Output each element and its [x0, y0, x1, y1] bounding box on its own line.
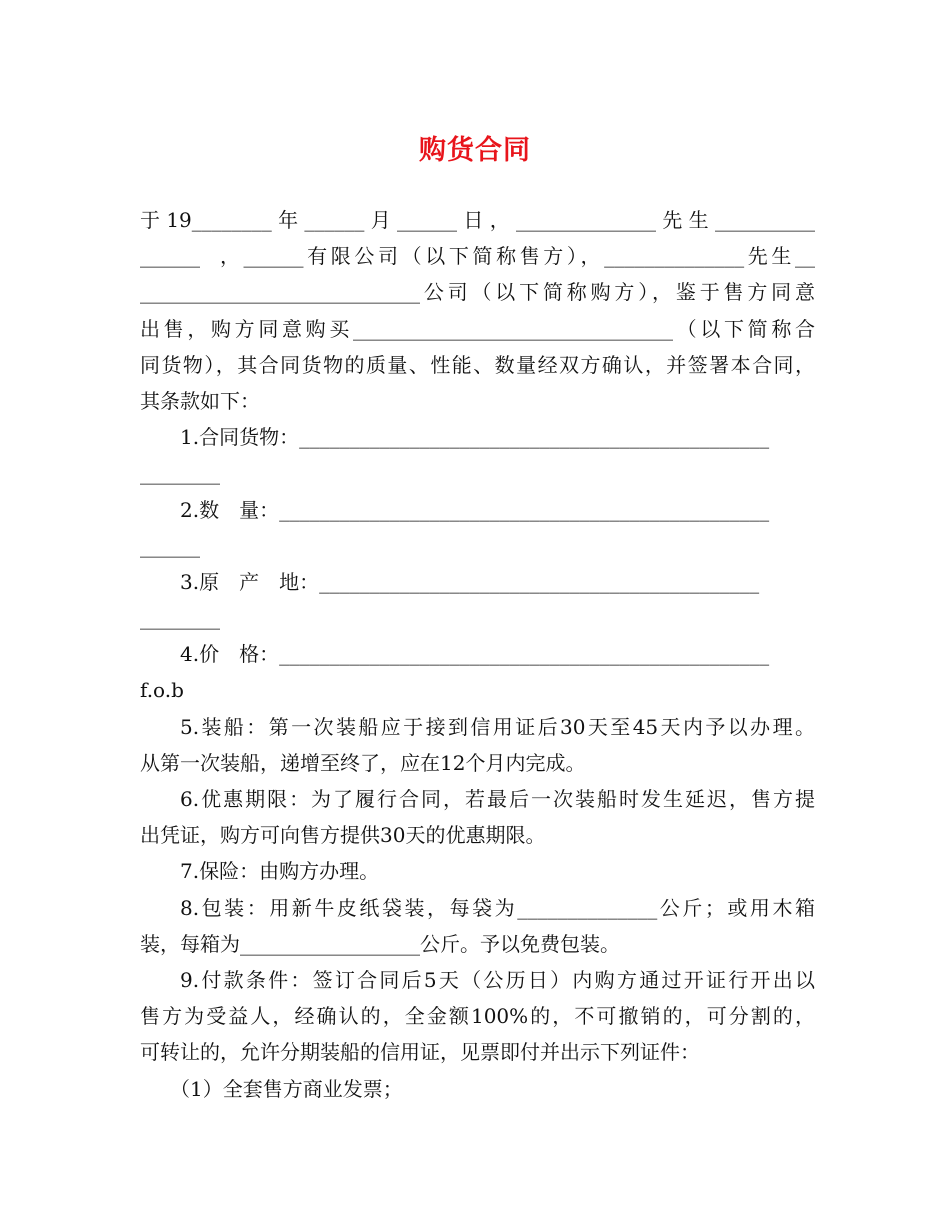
clause-payment: [140, 962, 815, 1071]
clause-line: 4.价 格：_________________________________________________: [180, 642, 770, 667]
intro-line: 同货物），其合同货物的质量、性能、数量经双方确认，并签署本合同，: [140, 352, 815, 377]
clause-line: 6.优惠期限：为了履行合同，若最后一次装船时发生延迟，售方提: [180, 787, 815, 811]
clause-line: 1.合同货物：_______________________________________________: [180, 425, 770, 450]
clause-insurance: [140, 853, 815, 889]
clause-quantity: [140, 492, 815, 564]
clause-line: 售方为受益人，经确认的，全金额100%的，不可撤销的，可分割的，: [140, 1004, 815, 1029]
intro-line: ______ ，______有限公司（以下简称售方），______________先生__: [140, 244, 815, 269]
clause-line: 8.包装：用新牛皮纸袋装，每袋为______________公斤；或用木箱: [180, 895, 815, 920]
clause-line: 5.装船：第一次装船应于接到信用证后30天至45天内予以办理。: [180, 714, 815, 739]
clause-line: 3.原 产 地：____________________________________________: [180, 569, 760, 594]
document-title: 购货合同: [419, 135, 531, 166]
clause-goods: [140, 419, 815, 491]
clause-line: 7.保险：由购方办理。: [180, 859, 380, 884]
clause-line: ________: [140, 606, 220, 631]
intro-line: 其条款如下：: [140, 388, 260, 413]
intro-line: ____________________________公司（以下简称购方），鉴于售方同意: [140, 280, 815, 305]
intro-line: 于19________年______月______日，______________先生__________: [140, 208, 815, 232]
clause-line: f.o.b: [140, 678, 184, 703]
clause-line: 从第一次装船，递增至终了，应在12个月内完成。: [140, 750, 586, 775]
clause-price: [140, 636, 815, 708]
clause-line: ______: [140, 533, 200, 558]
clause-origin: [140, 564, 815, 636]
clause-grace-period: [140, 781, 815, 853]
clause-line: 2.数 量：_________________________________________________: [180, 497, 770, 522]
clause-line: ________: [140, 461, 220, 486]
payment-subitem: （1）全套售方商业发票；: [170, 1076, 403, 1101]
intro-line: 出售，购方同意购买________________________________（以下简称合: [140, 316, 815, 341]
clause-line: 装，每箱为__________________公斤。予以免费包装。: [140, 931, 620, 956]
clause-line: 可转让的，允许分期装船的信用证，见票即付并出示下列证件：: [140, 1040, 700, 1065]
clause-shipment: [140, 709, 815, 781]
clause-packing: [140, 890, 815, 962]
clause-line: 出凭证，购方可向售方提供30天的优惠期限。: [140, 823, 546, 848]
document-body: [140, 202, 815, 1107]
clause-line: 9.付款条件：签订合同后5天（公历日）内购方通过开证行开出以: [180, 967, 815, 992]
intro-paragraph: [140, 202, 815, 419]
